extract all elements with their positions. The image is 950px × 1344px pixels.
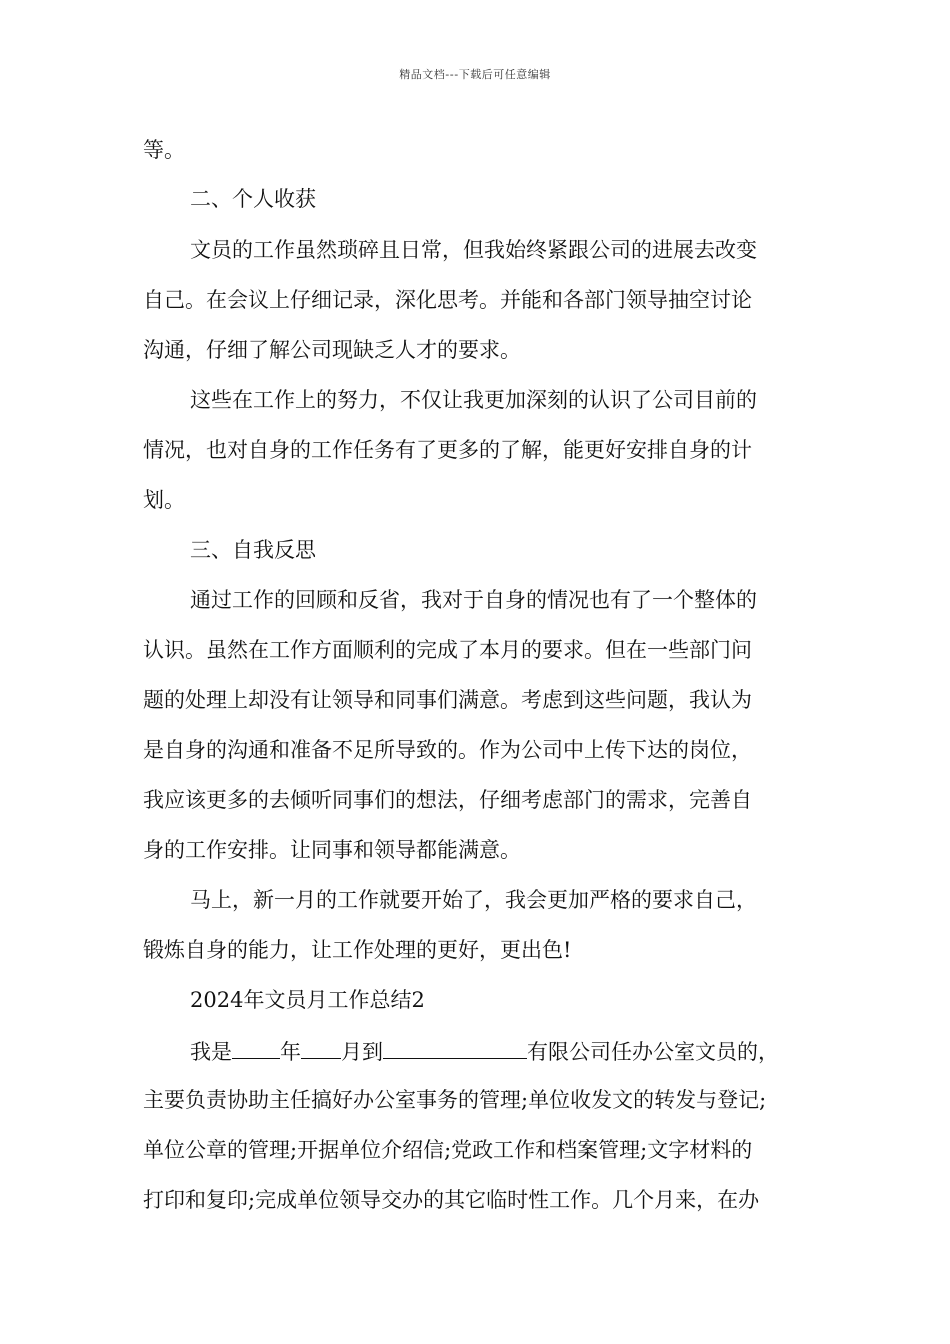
fill-in-line (190, 1036, 779, 1064)
fill-in-text: 有限公司任办公室文员的， (527, 1040, 779, 1064)
text-line: 等。 (143, 138, 185, 162)
text-line: 划。 (143, 488, 185, 512)
text-line: 文员的工作虽然琐碎且日常，但我始终紧跟公司的进展去改变 (190, 238, 757, 262)
text-line: 身的工作安排。让同事和领导都能满意。 (143, 838, 521, 862)
text-line: 沟通，仔细了解公司现缺乏人才的要求。 (143, 338, 521, 362)
text-line: 自己。在会议上仔细记录，深化思考。并能和各部门领导抽空讨论 (143, 288, 752, 312)
text-line: 这些在工作上的努力，不仅让我更加深刻的认识了公司目前的 (190, 388, 757, 412)
text-line: 单位公章的管理;开据单位介绍信;党政工作和档案管理;文字材料的 (143, 1138, 753, 1162)
section-heading: 三、自我反思 (190, 538, 316, 562)
text-line: 锻炼自身的能力，让工作处理的更好，更出色! (143, 938, 572, 962)
fill-in-text: 月到 (341, 1040, 383, 1064)
document-title: 2024年文员月工作总结2 (190, 988, 425, 1012)
text-line: 认识。虽然在工作方面顺利的完成了本月的要求。但在一些部门问 (143, 638, 752, 662)
text-line: 情况，也对自身的工作任务有了更多的了解，能更好安排自身的计 (143, 438, 752, 462)
page-header: 精品文档---下载后可任意编辑 (399, 68, 551, 81)
text-line: 打印和复印;完成单位领导交办的其它临时性工作。几个月来，在办 (143, 1188, 760, 1212)
fill-in-blank-month (301, 1036, 341, 1059)
text-line: 题的处理上却没有让领导和同事们满意。考虑到这些问题，我认为 (143, 688, 752, 712)
fill-in-text: 年 (280, 1040, 301, 1064)
section-heading: 二、个人收获 (190, 187, 316, 211)
fill-in-text: 我是 (190, 1040, 232, 1064)
fill-in-blank-year (232, 1036, 280, 1059)
text-line: 我应该更多的去倾听同事们的想法，仔细考虑部门的需求，完善自 (143, 788, 752, 812)
text-line: 通过工作的回顾和反省，我对于自身的情况也有了一个整体的 (190, 588, 757, 612)
text-line: 马上，新一月的工作就要开始了，我会更加严格的要求自己， (190, 888, 757, 912)
text-line: 主要负责协助主任搞好办公室事务的管理;单位收发文的转发与登记; (143, 1088, 767, 1112)
text-line: 是自身的沟通和准备不足所导致的。作为公司中上传下达的岗位， (143, 738, 752, 762)
fill-in-blank-company (383, 1036, 527, 1059)
